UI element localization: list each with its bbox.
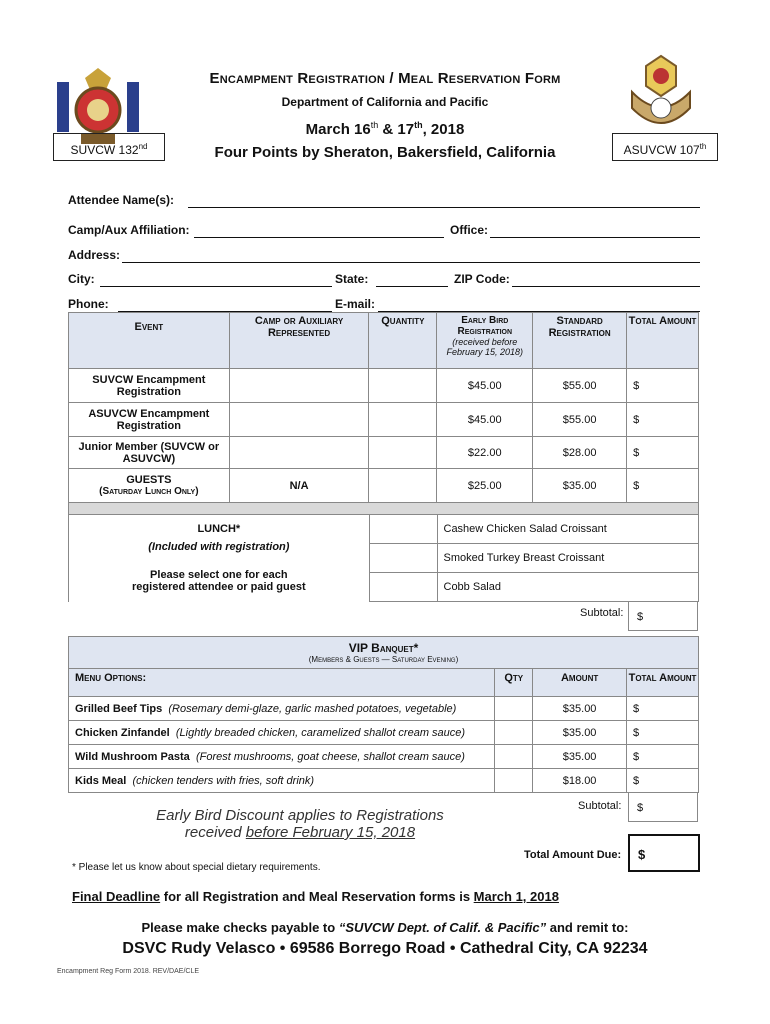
- table-row: SUVCW Encampment Registration $45.00 $55.00 $: [69, 369, 699, 403]
- phone-field[interactable]: [118, 297, 332, 312]
- total-input[interactable]: $: [627, 437, 699, 469]
- lunch-option: Smoked Turkey Breast Croissant: [437, 544, 699, 573]
- total-header: Total Amount: [627, 313, 699, 369]
- total-due-label: Total Amount Due:: [524, 849, 622, 861]
- state-field[interactable]: [376, 272, 448, 287]
- vip-qty-input[interactable]: [495, 721, 533, 745]
- lunch-table: [68, 514, 699, 602]
- camp-input[interactable]: [229, 369, 369, 403]
- total-input[interactable]: $: [627, 369, 699, 403]
- lunch-subtotal-label: Subtotal:: [580, 607, 624, 619]
- phone-label: Phone:: [68, 297, 109, 311]
- registration-table: [68, 312, 699, 515]
- quantity-header: Quantity: [369, 313, 437, 369]
- lunch-option: Cashew Chicken Salad Croissant: [437, 515, 699, 544]
- office-field[interactable]: [490, 223, 700, 238]
- total-due-input[interactable]: $: [628, 834, 700, 872]
- quantity-input[interactable]: [369, 437, 437, 469]
- vip-subtotal-label: Subtotal:: [578, 800, 622, 812]
- vip-title: VIP Banquet* (Members & Guests — Saturday Evening): [69, 637, 699, 669]
- event-date: March 16th & 17th, 2018: [305, 120, 465, 138]
- form-code: Encampment Reg Form 2018. REV/DAE/CLE: [57, 968, 200, 975]
- vip-table: [68, 636, 699, 793]
- camp-label: Camp/Aux Affiliation:: [68, 223, 190, 237]
- zip-field[interactable]: [512, 272, 700, 287]
- camp-input[interactable]: [229, 403, 369, 437]
- total-input[interactable]: $: [627, 403, 699, 437]
- camp-header: Camp or Auxiliary Represented: [229, 313, 369, 369]
- table-row: Chicken Zinfandel (Lightly breaded chicken, caramelized shallot cream sauce) $35.00 $: [69, 721, 699, 745]
- vip-total-input[interactable]: $: [627, 745, 699, 769]
- amount-header: Amount: [533, 669, 627, 697]
- remit-address: DSVC Rudy Velasco • 69586 Borrego Road • Cathedral City, CA 92234: [122, 940, 648, 957]
- city-label: City:: [68, 272, 95, 286]
- table-row: Wild Mushroom Pasta (Forest mushrooms, goat cheese, shallot cream sauce) $35.00 $: [69, 745, 699, 769]
- vip-total-input[interactable]: $: [627, 721, 699, 745]
- quantity-input[interactable]: [369, 369, 437, 403]
- suvcw-box: SUVCW 132nd: [53, 133, 165, 161]
- vip-subtotal-input[interactable]: $: [628, 792, 698, 822]
- camp-field[interactable]: [194, 223, 444, 238]
- standard-header: Standard Registration: [533, 313, 627, 369]
- lunch-qty-input[interactable]: [369, 544, 437, 573]
- state-label: State:: [335, 272, 369, 286]
- table-row: Grilled Beef Tips (Rosemary demi-glaze, garlic mashed potatoes, vegetable) $35.00 $: [69, 697, 699, 721]
- vip-qty-input[interactable]: [495, 745, 533, 769]
- early-bird-header: Early Bird Registration (received before February 15, 2018): [437, 313, 533, 369]
- form-title: Encampment Registration / Meal Reservation Form: [209, 70, 561, 87]
- zip-label: ZIP Code:: [454, 272, 510, 286]
- office-label: Office:: [450, 223, 489, 237]
- attendee-field[interactable]: [188, 193, 700, 208]
- asuvcw-box: ASUVCW 107th: [612, 133, 718, 161]
- lunch-option: Cobb Salad: [437, 573, 699, 602]
- address-label: Address:: [68, 248, 121, 262]
- lunch-subtotal-input[interactable]: $: [628, 601, 698, 631]
- dietary-note: * Please let us know about special dietary requirements.: [72, 862, 321, 873]
- quantity-input[interactable]: [369, 469, 437, 503]
- early-bird-note: Early Bird Discount applies to Registrations received before February 15, 2018: [156, 807, 444, 841]
- vip-qty-input[interactable]: [495, 769, 533, 793]
- email-field[interactable]: [378, 297, 700, 312]
- total-input[interactable]: $: [627, 469, 699, 503]
- deadline-text: Final Deadline for all Registration and Meal Reservation forms is March 1, 2018: [72, 889, 559, 904]
- email-label: E-mail:: [335, 297, 376, 311]
- vip-qty-input[interactable]: [495, 697, 533, 721]
- lunch-qty-input[interactable]: [369, 515, 437, 544]
- lunch-info: LUNCH* (Included with registration) Please select one for each registered attendee or paid guest: [69, 515, 370, 602]
- city-field[interactable]: [100, 272, 332, 287]
- vip-total-header: Total Amount: [627, 669, 699, 697]
- table-row: Kids Meal (chicken tenders with fries, soft drink) $18.00 $: [69, 769, 699, 793]
- camp-input[interactable]: [229, 437, 369, 469]
- table-row: ASUVCW Encampment Registration $45.00 $55.00 $: [69, 403, 699, 437]
- address-field[interactable]: [122, 248, 700, 263]
- event-venue: Four Points by Sheraton, Bakersfield, California: [214, 144, 556, 161]
- table-row: GUESTS (Saturday Lunch Only) N/A $25.00 $35.00 $: [69, 469, 699, 503]
- table-row: Junior Member (SUVCW or ASUVCW) $22.00 $28.00 $: [69, 437, 699, 469]
- qty-header: Qty: [495, 669, 533, 697]
- department-subtitle: Department of California and Pacific: [281, 95, 489, 109]
- vip-total-input[interactable]: $: [627, 697, 699, 721]
- quantity-input[interactable]: [369, 403, 437, 437]
- menu-options-header: Menu Options:: [69, 669, 495, 697]
- attendee-label: Attendee Name(s):: [68, 193, 175, 207]
- vip-total-input[interactable]: $: [627, 769, 699, 793]
- checks-payable: Please make checks payable to “SUVCW Dept. of Calif. & Pacific” and remit to:: [141, 920, 629, 935]
- lunch-qty-input[interactable]: [369, 573, 437, 602]
- event-header: Event: [69, 313, 230, 369]
